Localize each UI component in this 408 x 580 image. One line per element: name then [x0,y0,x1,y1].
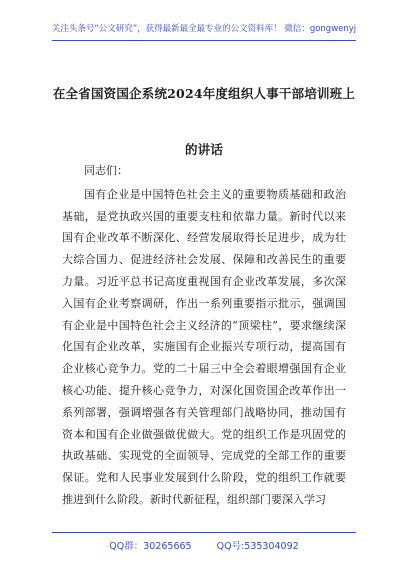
paragraph: 国有企业是中国特色社会主义的重要物质基础和政治基础，是党执政兴国的重要支柱和依靠力量。新时代以来国有企业改革不断深化、经营发展取得长足进步，成为壮大综合国力、促进经济社会发展、保障和改善民生的重要力量。习近平总书记高度重视国有企业改革发展，多次深入国有企业考察调研，作出一系列重要指示批示，强调国有企业是中国特色社会主义经济的“顶梁柱”，要求继续深化国有企业改革，实施国有企业振兴专项行动，提高国有企业核心竞争力。党的二十届三中全会着眼增强国有企业核心功能、提升核心竞争力，对深化国资国企改革作出一系列部署，强调增强各有关管理部门战略协同，推动国有资本和国有企业做强做优做大。党的组织工作是巩固党的执政基础、实现党的全面领导、完成党的全部工作的重要保证。党和人民事业发展到什么阶段，党的组织工作就要推进到什么阶段。新时代新征程，组织部门要深入学习 [62,187,346,506]
footer [0,538,408,552]
footer-divider [52,532,356,533]
qq-number: QQ号:535304092 [216,541,299,552]
greeting: 同志们： [84,164,128,177]
header-divider [52,40,356,41]
document-title: 在全省国资国企系统2024年度组织人事干部培训班上的讲话 [52,86,356,157]
header-notice: 关注头条号“公文研究”，获得最新最全最专业的公文资料库！ 微信：gongwenyj [51,24,357,34]
qq-group-number: QQ群：30265665 [109,541,192,552]
document-body [62,160,346,511]
